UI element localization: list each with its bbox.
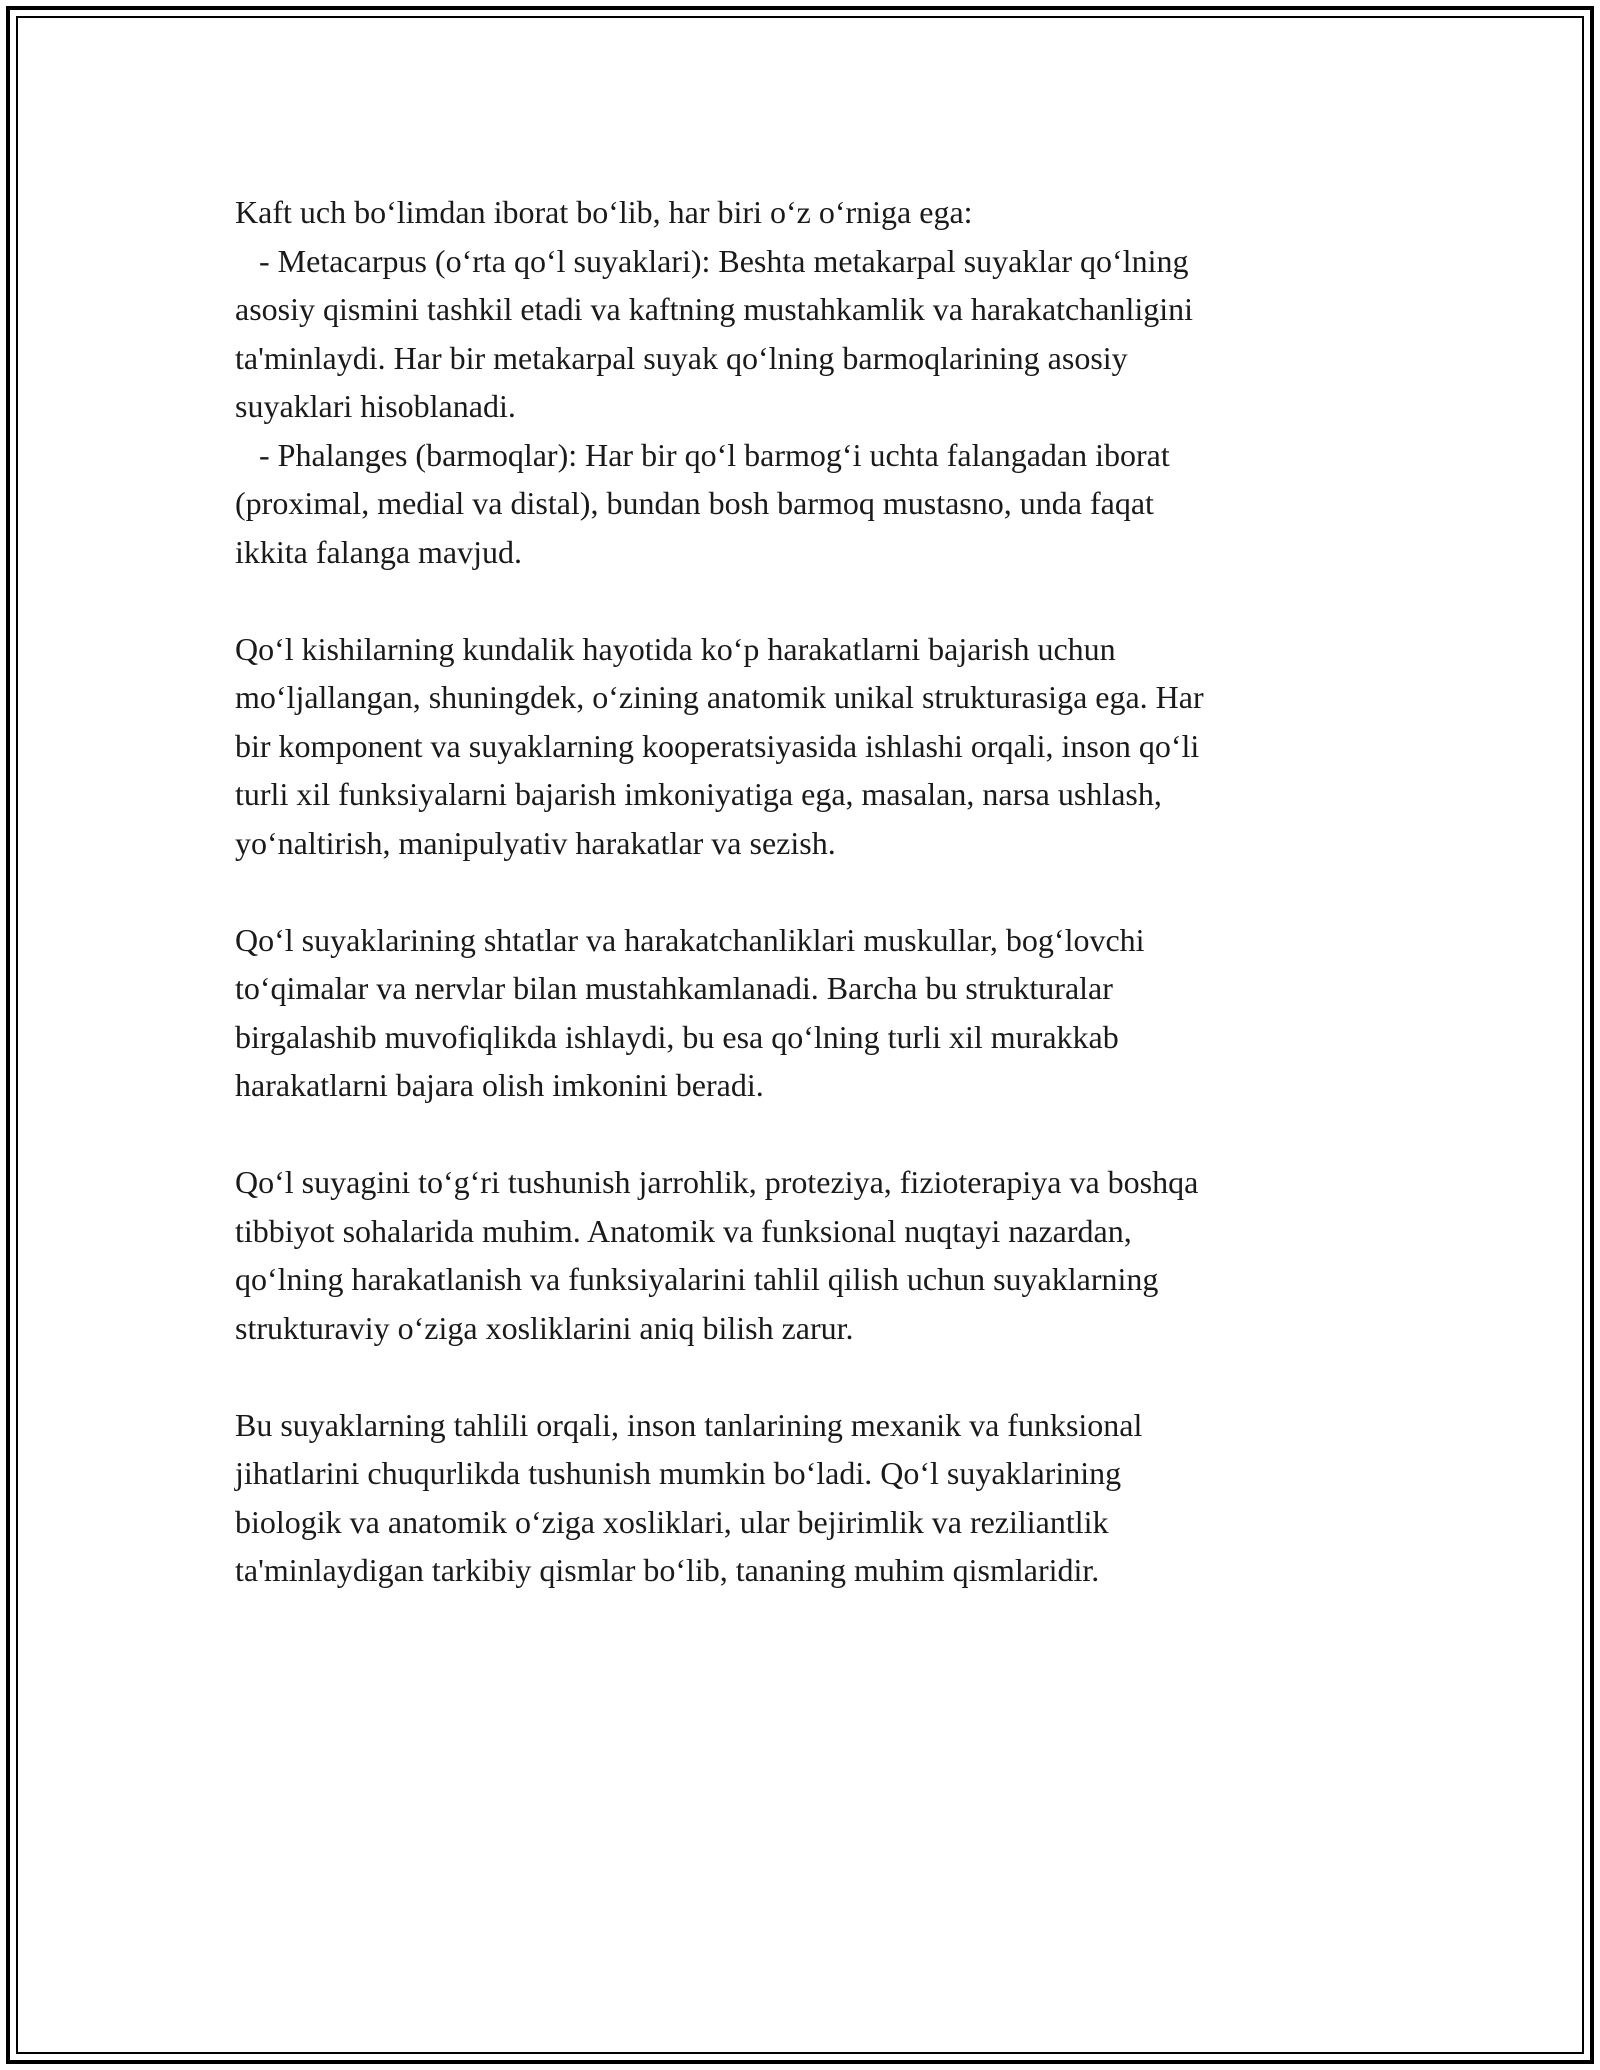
text-line: Kaft uch bo‘limdan iborat bo‘lib, har biri o‘z o‘rniga ega:	[235, 194, 973, 230]
text-line: harakatlarni bajara olish imkonini beradi.	[235, 1067, 764, 1103]
text-line: birgalashib muvofiqlikda ishlaydi, bu esa qo‘lning turli xil murakkab	[235, 1018, 1119, 1055]
paragraph-medical-importance	[235, 1158, 1365, 1352]
text-line: yo‘naltirish, manipulyativ harakatlar va sezish.	[235, 824, 836, 861]
text-line: mo‘ljallangan, shuningdek, o‘zining anatomik unikal strukturasiga ega. Har	[235, 679, 1204, 715]
text-line: qo‘lning harakatlanish va funksiyalarini tahlil qilish uchun suyaklarning	[235, 1261, 1159, 1297]
text-line: biologik va anatomik o‘ziga xosliklari, ular bejirimlik va reziliantlik	[235, 1503, 1109, 1540]
text-line: jihatlarini chuqurlikda tushunish mumkin bo‘ladi. Qo‘l suyaklarining	[235, 1455, 1122, 1491]
text-line: (proximal, medial va distal), bundan bosh barmoq mustasno, unda faqat	[235, 485, 1154, 521]
paragraph-support-structures	[235, 916, 1365, 1110]
text-line: Qo‘l kishilarning kundalik hayotida ko‘p harakatlarni bajarish uchun	[235, 630, 1116, 667]
text-line: turli xil funksiyalarni bajarish imkoniyatiga ega, masalan, narsa ushlash,	[235, 776, 1162, 812]
text-line: asosiy qismini tashkil etadi va kaftning mustahkamlik va harakatchanligini	[235, 291, 1194, 327]
text-line: to‘qimalar va nervlar bilan mustahkamlanadi. Barcha bu strukturalar	[235, 970, 1113, 1006]
text-line: Bu suyaklarning tahlili orqali, inson tanlarining mexanik va funksional	[235, 1406, 1143, 1443]
text-line: ta'minlaydigan tarkibiy qismlar bo‘lib, tananing muhim qismlaridir.	[235, 1552, 1100, 1588]
text-line: tibbiyot sohalarida muhim. Anatomik va funksional nuqtayi nazardan,	[235, 1212, 1132, 1249]
text-line: Qo‘l suyagini to‘g‘ri tushunish jarrohlik, proteziya, fizioterapiya va boshqa	[235, 1164, 1199, 1200]
document-body	[235, 188, 1365, 1643]
paragraph-daily-use	[235, 625, 1365, 868]
text-line: ta'minlaydi. Har bir metakarpal suyak qo‘lning barmoqlarining asosiy	[235, 339, 1128, 376]
paragraph-hand-bones	[235, 188, 1365, 576]
paragraph-conclusion	[235, 1401, 1365, 1595]
text-line: strukturaviy o‘ziga xosliklarini aniq bilish zarur.	[235, 1309, 854, 1346]
text-line: Qo‘l suyaklarining shtatlar va harakatchanliklari muskullar, bog‘lovchi	[235, 921, 1145, 958]
text-line: - Phalanges (barmoqlar): Har bir qo‘l barmog‘i uchta falangadan iborat	[235, 436, 1170, 473]
text-line: suyaklari hisoblanadi.	[235, 388, 516, 424]
text-line: bir komponent va suyaklarning kooperatsiyasida ishlashi orqali, inson qo‘li	[235, 727, 1200, 764]
text-line: - Metacarpus (o‘rta qo‘l suyaklari): Beshta metakarpal suyaklar qo‘lning	[235, 242, 1189, 279]
text-line: ikkita falanga mavjud.	[235, 533, 523, 570]
